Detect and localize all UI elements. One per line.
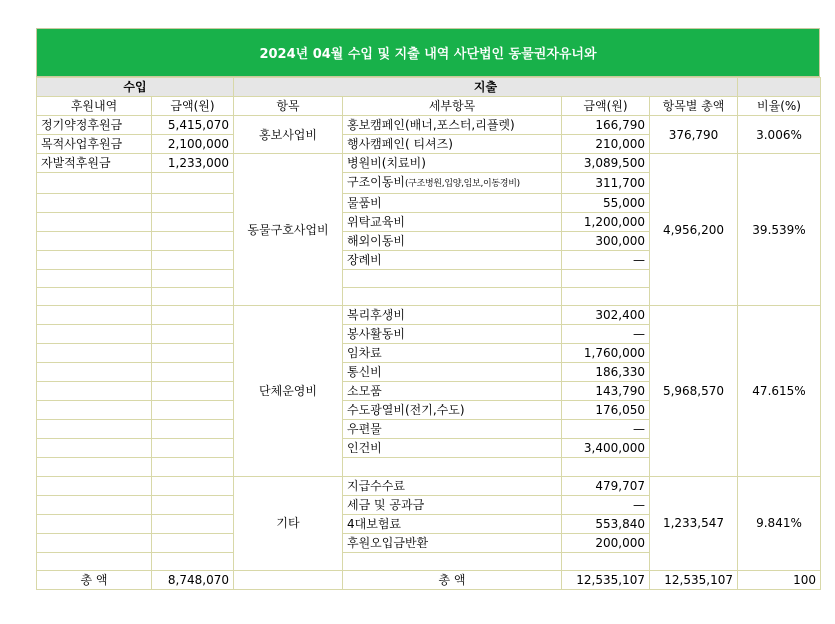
income-amount-cell (152, 533, 234, 552)
detail-name-cell (343, 552, 562, 570)
detail-name-cell (343, 401, 562, 420)
detail-name-cell (343, 382, 562, 401)
column-header-row (37, 97, 821, 116)
detail-name-cell (343, 306, 562, 325)
detail-label: 물품비 (347, 196, 382, 210)
detail-name-cell (343, 533, 562, 552)
header-item-total: 항목별 총액 (650, 97, 738, 116)
detail-name-cell (343, 194, 562, 213)
sheet-title: 2024년 04월 수입 및 지출 내역 사단법인 동물권자유너와 (36, 28, 820, 77)
income-name-cell (37, 251, 152, 270)
income-amount-cell (152, 270, 234, 288)
income-amount-cell (152, 344, 234, 363)
table-row (37, 306, 821, 325)
detail-amount-cell: 302,400 (562, 306, 650, 325)
header-detail: 세부항목 (343, 97, 562, 116)
ratio-cell: 9.841% (738, 476, 821, 570)
income-name-cell (37, 288, 152, 306)
item-total-cell: 4,956,200 (650, 154, 738, 306)
detail-amount-cell: 300,000 (562, 232, 650, 251)
detail-label: 지급수수료 (347, 478, 405, 493)
detail-label: 봉사활동비 (347, 327, 405, 342)
detail-label: 4대보험료 (347, 516, 402, 531)
detail-name-cell (343, 288, 562, 306)
income-amount-cell: 2,100,000 (152, 135, 234, 154)
income-amount-cell (152, 213, 234, 232)
detail-label: 소모품 (347, 384, 382, 399)
income-name-cell: 자발적후원금 (37, 154, 152, 173)
detail-label: 홍보캠페인(배너,포스터,리플렛) (347, 118, 515, 132)
header-income-amount: 금액(원) (152, 97, 234, 116)
detail-name-cell (343, 458, 562, 476)
header-item: 항목 (234, 97, 343, 116)
detail-amount-cell (562, 552, 650, 570)
detail-name-cell (343, 439, 562, 458)
detail-name-cell (343, 325, 562, 344)
detail-amount-cell: 3,089,500 (562, 154, 650, 173)
detail-name-cell (343, 495, 562, 514)
income-name-cell (37, 382, 152, 401)
detail-label: 장례비 (347, 253, 382, 267)
income-amount-cell (152, 552, 234, 570)
detail-amount-cell (562, 458, 650, 476)
income-amount-cell (152, 476, 234, 495)
totals-income-amount: 8,748,070 (152, 570, 234, 589)
income-amount-cell (152, 420, 234, 439)
detail-amount-cell: 200,000 (562, 533, 650, 552)
detail-label: 우편물 (347, 422, 382, 437)
detail-label: 구조이동비 (347, 175, 405, 189)
section-row (37, 78, 821, 97)
totals-expense-label: 총 액 (343, 570, 562, 589)
income-amount-cell (152, 288, 234, 306)
table-row (37, 154, 821, 173)
detail-name-cell (343, 476, 562, 495)
detail-amount-cell: 553,840 (562, 514, 650, 533)
detail-label: 해외이동비 (347, 234, 405, 248)
income-amount-cell (152, 458, 234, 476)
detail-label: 수도광열비(전기,수도) (347, 403, 465, 418)
header-donation-type: 후원내역 (37, 97, 152, 116)
detail-amount-cell: 311,700 (562, 173, 650, 194)
income-name-cell (37, 194, 152, 213)
ratio-cell: 47.615% (738, 306, 821, 476)
detail-label: 복리후생비 (347, 308, 405, 323)
detail-amount-cell: 479,707 (562, 476, 650, 495)
income-name-cell (37, 533, 152, 552)
income-name-cell (37, 514, 152, 533)
detail-amount-cell: — (562, 495, 650, 514)
income-name-cell (37, 270, 152, 288)
income-amount-cell (152, 514, 234, 533)
detail-amount-cell (562, 288, 650, 306)
table-row (37, 116, 821, 135)
income-amount-cell (152, 306, 234, 325)
income-name-cell (37, 306, 152, 325)
detail-name-cell (343, 251, 562, 270)
totals-expense-amount: 12,535,107 (562, 570, 650, 589)
income-name-cell (37, 420, 152, 439)
detail-amount-cell: 166,790 (562, 116, 650, 135)
item-total-cell: 1,233,547 (650, 476, 738, 570)
income-amount-cell (152, 232, 234, 251)
income-name-cell: 목적사업후원금 (37, 135, 152, 154)
income-name-cell (37, 363, 152, 382)
income-amount-cell (152, 194, 234, 213)
income-name-cell (37, 401, 152, 420)
detail-name-cell (343, 270, 562, 288)
detail-label: 통신비 (347, 365, 382, 380)
header-ratio: 비율(%) (738, 97, 821, 116)
income-amount-cell (152, 495, 234, 514)
income-amount-cell (152, 173, 234, 194)
expense-section-header: 지출 (234, 78, 738, 97)
blank-cell (738, 78, 821, 97)
income-name-cell (37, 344, 152, 363)
detail-amount-cell: — (562, 251, 650, 270)
income-section-header: 수입 (37, 78, 234, 97)
detail-label: 세금 및 공과금 (347, 497, 425, 512)
income-name-cell (37, 495, 152, 514)
header-expense-amount: 금액(원) (562, 97, 650, 116)
detail-name-cell (343, 232, 562, 251)
detail-name-cell (343, 135, 562, 154)
totals-ratio: 100 (738, 570, 821, 589)
income-name-cell (37, 213, 152, 232)
income-name-cell (37, 458, 152, 476)
item-group-name: 동물구호사업비 (234, 154, 343, 306)
income-name-cell (37, 476, 152, 495)
detail-label: 후원오입금반환 (347, 535, 429, 550)
table-row (37, 476, 821, 495)
totals-row (37, 570, 821, 589)
income-amount-cell: 5,415,070 (152, 116, 234, 135)
detail-label: 위탁교육비 (347, 215, 405, 229)
income-name-cell (37, 325, 152, 344)
income-amount-cell (152, 325, 234, 344)
income-amount-cell (152, 439, 234, 458)
detail-name-cell (343, 420, 562, 439)
detail-amount-cell: 1,760,000 (562, 344, 650, 363)
detail-amount-cell: 176,050 (562, 401, 650, 420)
item-group-name: 기타 (234, 476, 343, 570)
detail-name-cell (343, 514, 562, 533)
income-amount-cell (152, 401, 234, 420)
ratio-cell: 39.539% (738, 154, 821, 306)
detail-name-cell (343, 213, 562, 232)
detail-label: 병원비(치료비) (347, 156, 426, 170)
ledger-table (36, 77, 821, 590)
income-name-cell (37, 439, 152, 458)
detail-name-cell (343, 154, 562, 173)
detail-label: 인건비 (347, 441, 382, 456)
detail-amount-cell: — (562, 325, 650, 344)
totals-item-total: 12,535,107 (650, 570, 738, 589)
detail-note: (구조병원,입양,임보,이동경비) (404, 179, 520, 189)
detail-amount-cell: 1,200,000 (562, 213, 650, 232)
ratio-cell: 3.006% (738, 116, 821, 154)
detail-amount-cell: — (562, 420, 650, 439)
income-name-cell (37, 232, 152, 251)
item-group-name: 단체운영비 (234, 306, 343, 476)
detail-amount-cell: 186,330 (562, 363, 650, 382)
detail-name-cell (343, 173, 562, 194)
income-name-cell (37, 552, 152, 570)
income-amount-cell (152, 251, 234, 270)
detail-label: 행사캠페인( 티셔즈) (347, 137, 453, 151)
detail-amount-cell: 143,790 (562, 382, 650, 401)
item-group-name: 홍보사업비 (234, 116, 343, 154)
detail-name-cell (343, 116, 562, 135)
detail-name-cell (343, 344, 562, 363)
income-name-cell: 정기약정후원금 (37, 116, 152, 135)
totals-label: 총 액 (37, 570, 152, 589)
detail-label: 임차료 (347, 346, 382, 361)
income-amount-cell (152, 382, 234, 401)
income-amount-cell: 1,233,000 (152, 154, 234, 173)
totals-blank (234, 570, 343, 589)
item-total-cell: 376,790 (650, 116, 738, 154)
item-total-cell: 5,968,570 (650, 306, 738, 476)
income-name-cell (37, 173, 152, 194)
detail-name-cell (343, 363, 562, 382)
detail-amount-cell: 210,000 (562, 135, 650, 154)
detail-amount-cell: 55,000 (562, 194, 650, 213)
detail-amount-cell: 3,400,000 (562, 439, 650, 458)
detail-amount-cell (562, 270, 650, 288)
income-amount-cell (152, 363, 234, 382)
